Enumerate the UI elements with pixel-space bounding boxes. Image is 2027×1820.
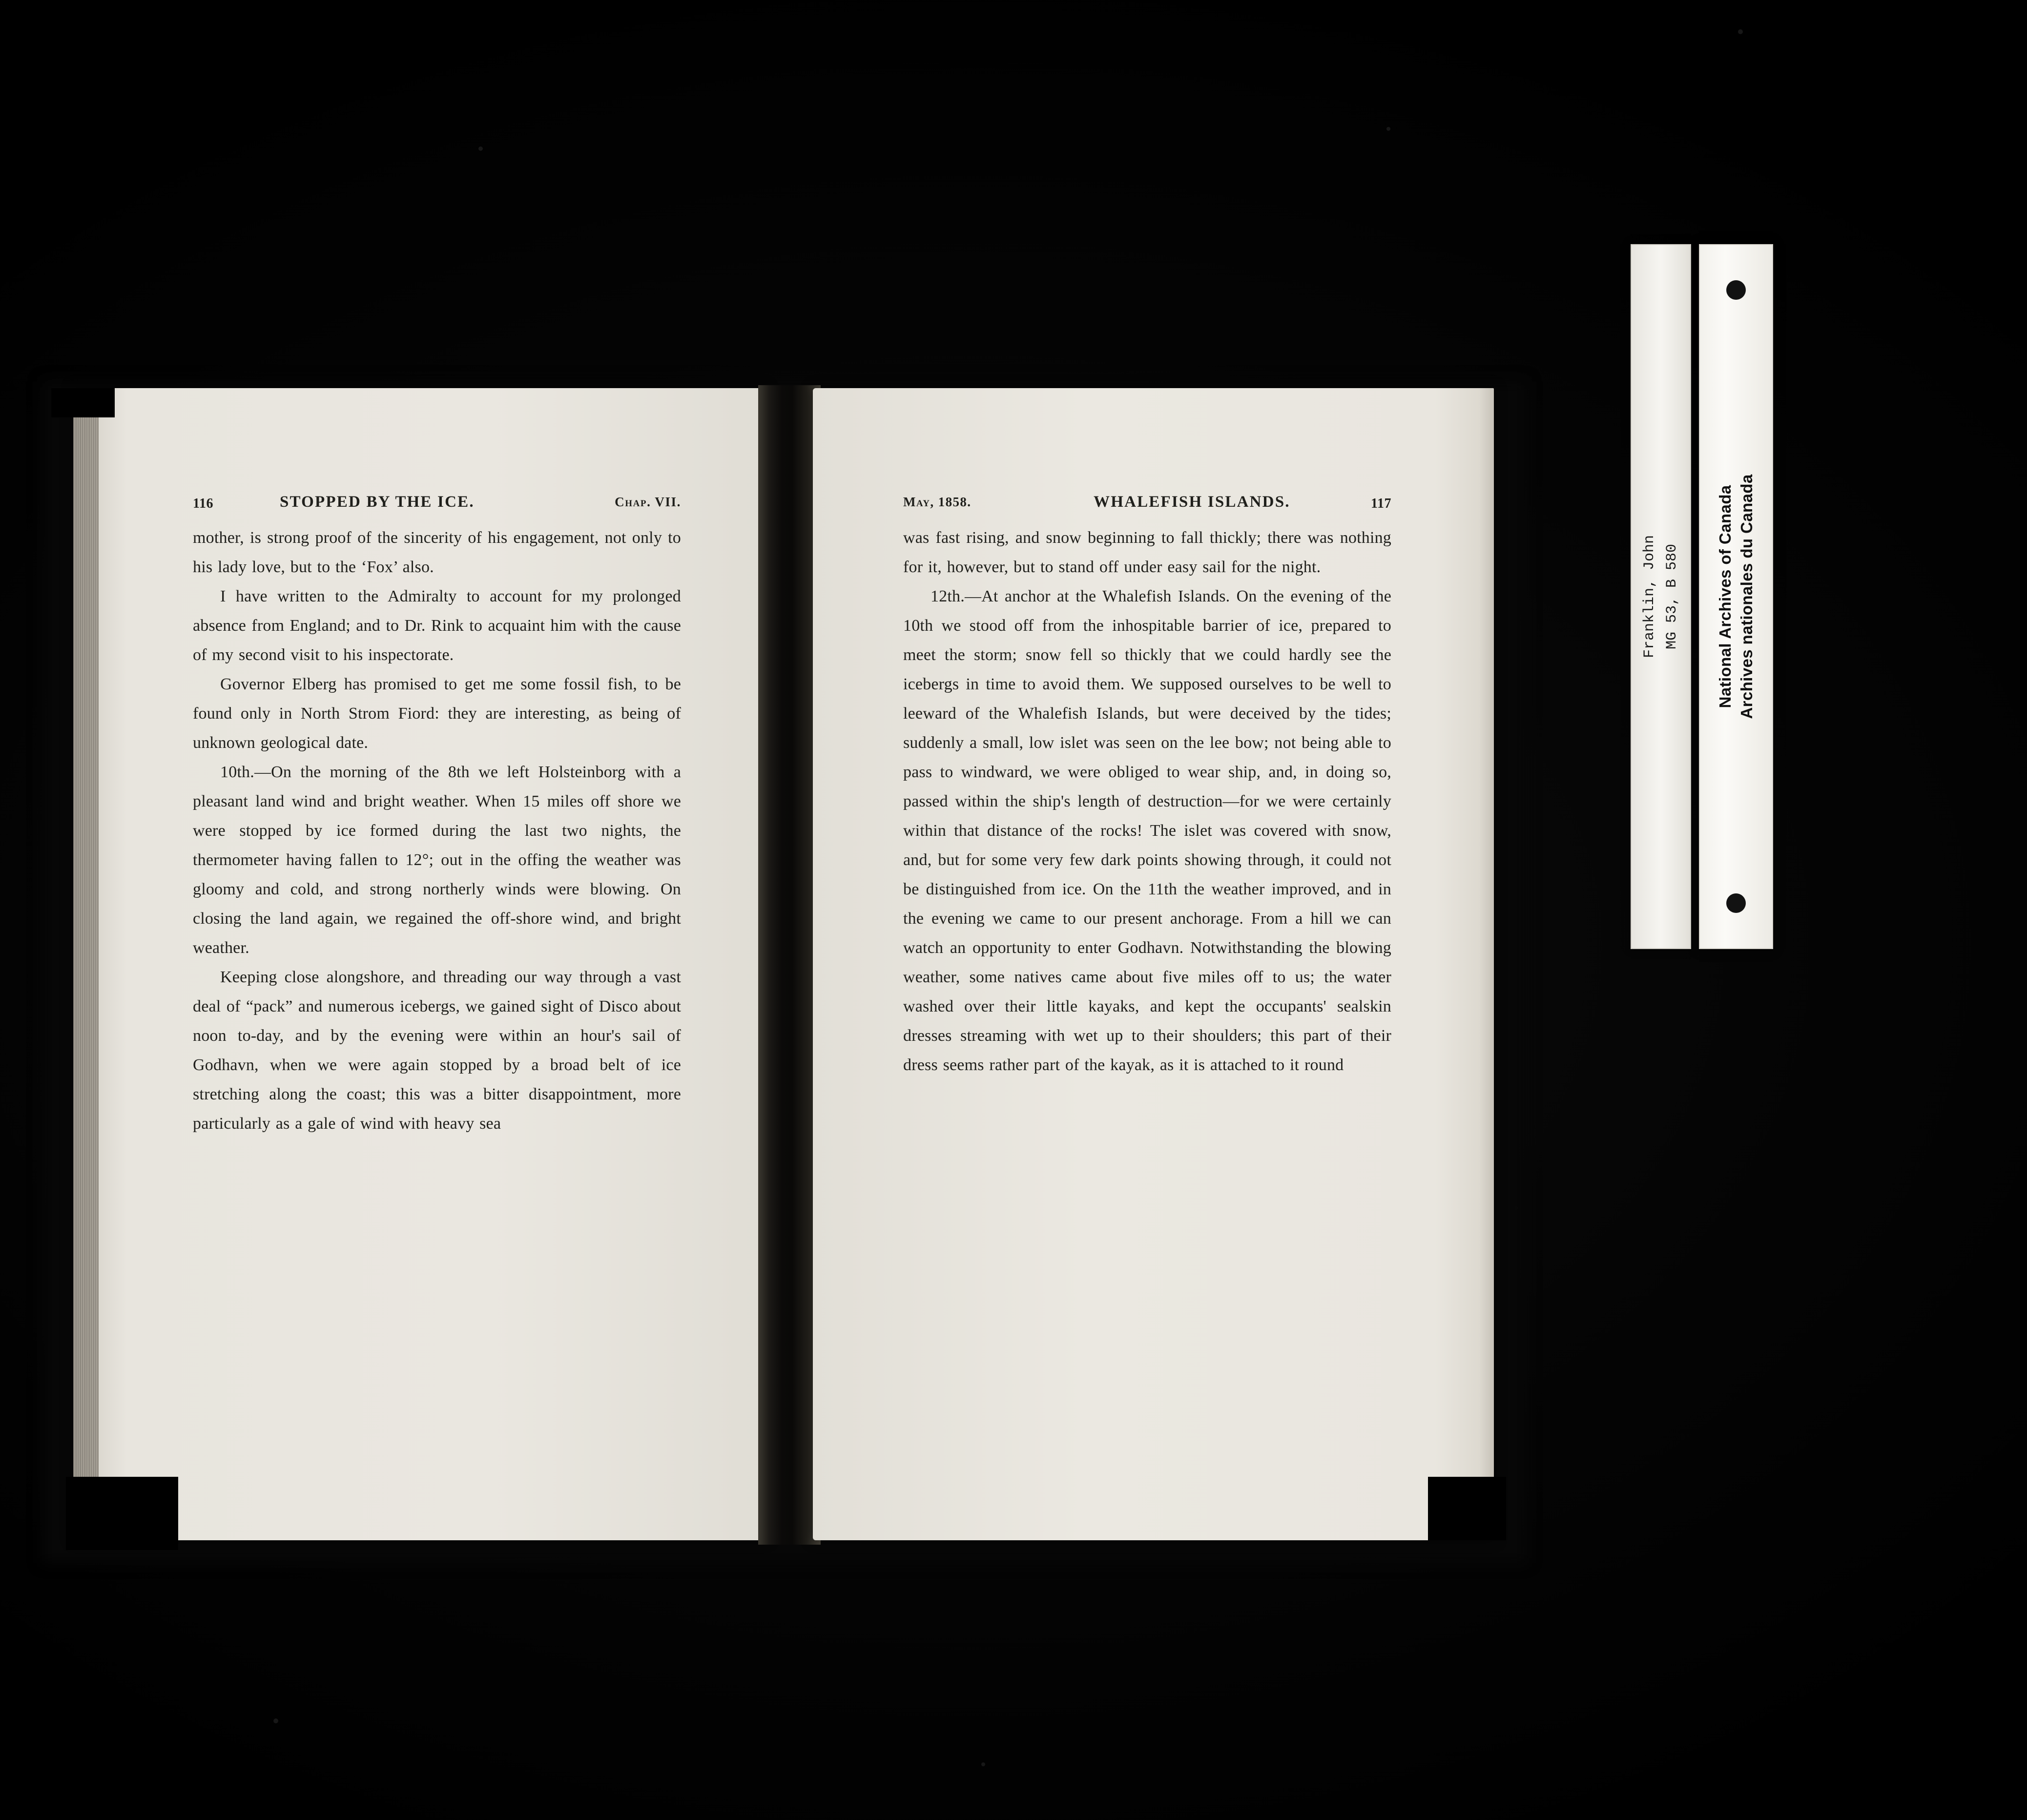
dust-speck	[478, 146, 483, 151]
right-page-folio: 117	[1371, 496, 1391, 511]
right-page-body	[903, 523, 1391, 1080]
call-number-text	[1638, 535, 1683, 658]
left-page-body	[193, 523, 681, 1138]
paragraph: 12th.—At anchor at the Whalefish Islands. On the evening of the 10th we stood off from the inhospitable barrier of ice, prepared to meet the storm; snow fell so thickly that we could hardly see the icebergs in time to avoid them. We supposed ourselves to be well to leeward of the Whalefish Islands, but were deceived by the tides; suddenly a small, low islet was seen on the lee bow; not being able to pass to windward, we were obliged to wear ship, and, in doing so, passed within the ship's length of destruction—for we were certainly within that distance of the rocks! The islet was covered with snow, and, but for some very few dark points showing through, it could not be distinguished from ice. On the 11th the weather improved, and in the evening we came to our present anchorage. From a hill we can watch an opportunity to enter Godhavn. Notwithstanding the blowing weather, some natives came about five miles off to us; the water washed over their little kayaks, and kept the occupants' sealskin dresses streaming with wet up to their shoulders; this part of their dress seems rather part of the kayak, as it is attached to it round	[903, 587, 1391, 1074]
paragraph: mother, is strong proof of the sincerity of his engagement, not only to his lady love, but to the ‘Fox’ also.	[193, 529, 681, 576]
right-page-text-column	[903, 493, 1391, 1080]
photo-artifact-bottom-left	[66, 1477, 178, 1550]
left-page-text-column	[193, 493, 681, 1138]
archival-label-text	[1715, 474, 1758, 719]
photo-artifact-corner-top-left	[51, 388, 115, 417]
paragraph: 10th.—On the morning of the 8th we left Holsteinborg with a pleasant land wind and bright weather. When 15 miles off shore we were stopped by ice formed during the last two nights, the thermometer having fallen to 12°; out in the offing the weather was gloomy and cold, and strong northerly winds were blowing. On closing the land again, we regained the off-shore wind, and bright weather.	[193, 763, 681, 957]
dust-speck	[981, 1762, 985, 1766]
left-running-head	[193, 493, 681, 523]
punch-hole-top-icon	[1726, 280, 1746, 300]
paragraph: Keeping close alongshore, and threading our way through a vast deal of “pack” and numerous icebergs, we gained sight of Disco about noon to-day, and by the evening were within an hour's sail of Godhavn, when we were again stopped by a broad belt of ice stretching along the coast; this was a bitter disappointment, more particularly as a gale of wind with heavy sea	[193, 968, 681, 1133]
right-running-head	[903, 493, 1391, 523]
call-number-line-2: MG 53, B 580	[1664, 543, 1680, 650]
left-page	[73, 388, 766, 1540]
dust-speck	[1386, 127, 1390, 131]
open-book	[51, 388, 1516, 1550]
dust-speck	[273, 1718, 278, 1723]
archival-label-line-2: Archives nationales du Canada	[1737, 474, 1756, 719]
punch-hole-bottom-icon	[1726, 893, 1746, 913]
page-block-edge	[73, 393, 99, 1538]
dust-speck	[1738, 29, 1743, 34]
right-page	[813, 388, 1494, 1540]
right-running-date: May, 1858.	[903, 495, 972, 509]
photo-artifact-bottom-right	[1428, 1477, 1506, 1540]
left-chapter-mark: Chap. VII.	[615, 495, 681, 509]
call-number-label	[1631, 244, 1691, 949]
archival-label-line-1: National Archives of Canada	[1716, 485, 1734, 708]
archival-institution-label	[1699, 244, 1773, 949]
paragraph: I have written to the Admiralty to account for my prolonged absence from England; and to Dr. Rink to acquaint him with the cause of my second visit to his inspectorate.	[193, 587, 681, 664]
call-number-line-1: Franklin, John	[1641, 535, 1658, 659]
paragraph: Governor Elberg has promised to get me some fossil fish, to be found only in North Strom Fiord: they are interesting, as being of unknown geological date.	[193, 675, 681, 752]
left-running-title: STOPPED BY THE ICE.	[280, 493, 475, 511]
book-gutter	[758, 385, 821, 1545]
paragraph: was fast rising, and snow beginning to fall thickly; there was nothing for it, however, but to stand off under easy sail for the night.	[903, 529, 1391, 576]
left-page-folio: 116	[193, 496, 213, 511]
right-running-title: WHALEFISH ISLANDS.	[1094, 493, 1290, 511]
